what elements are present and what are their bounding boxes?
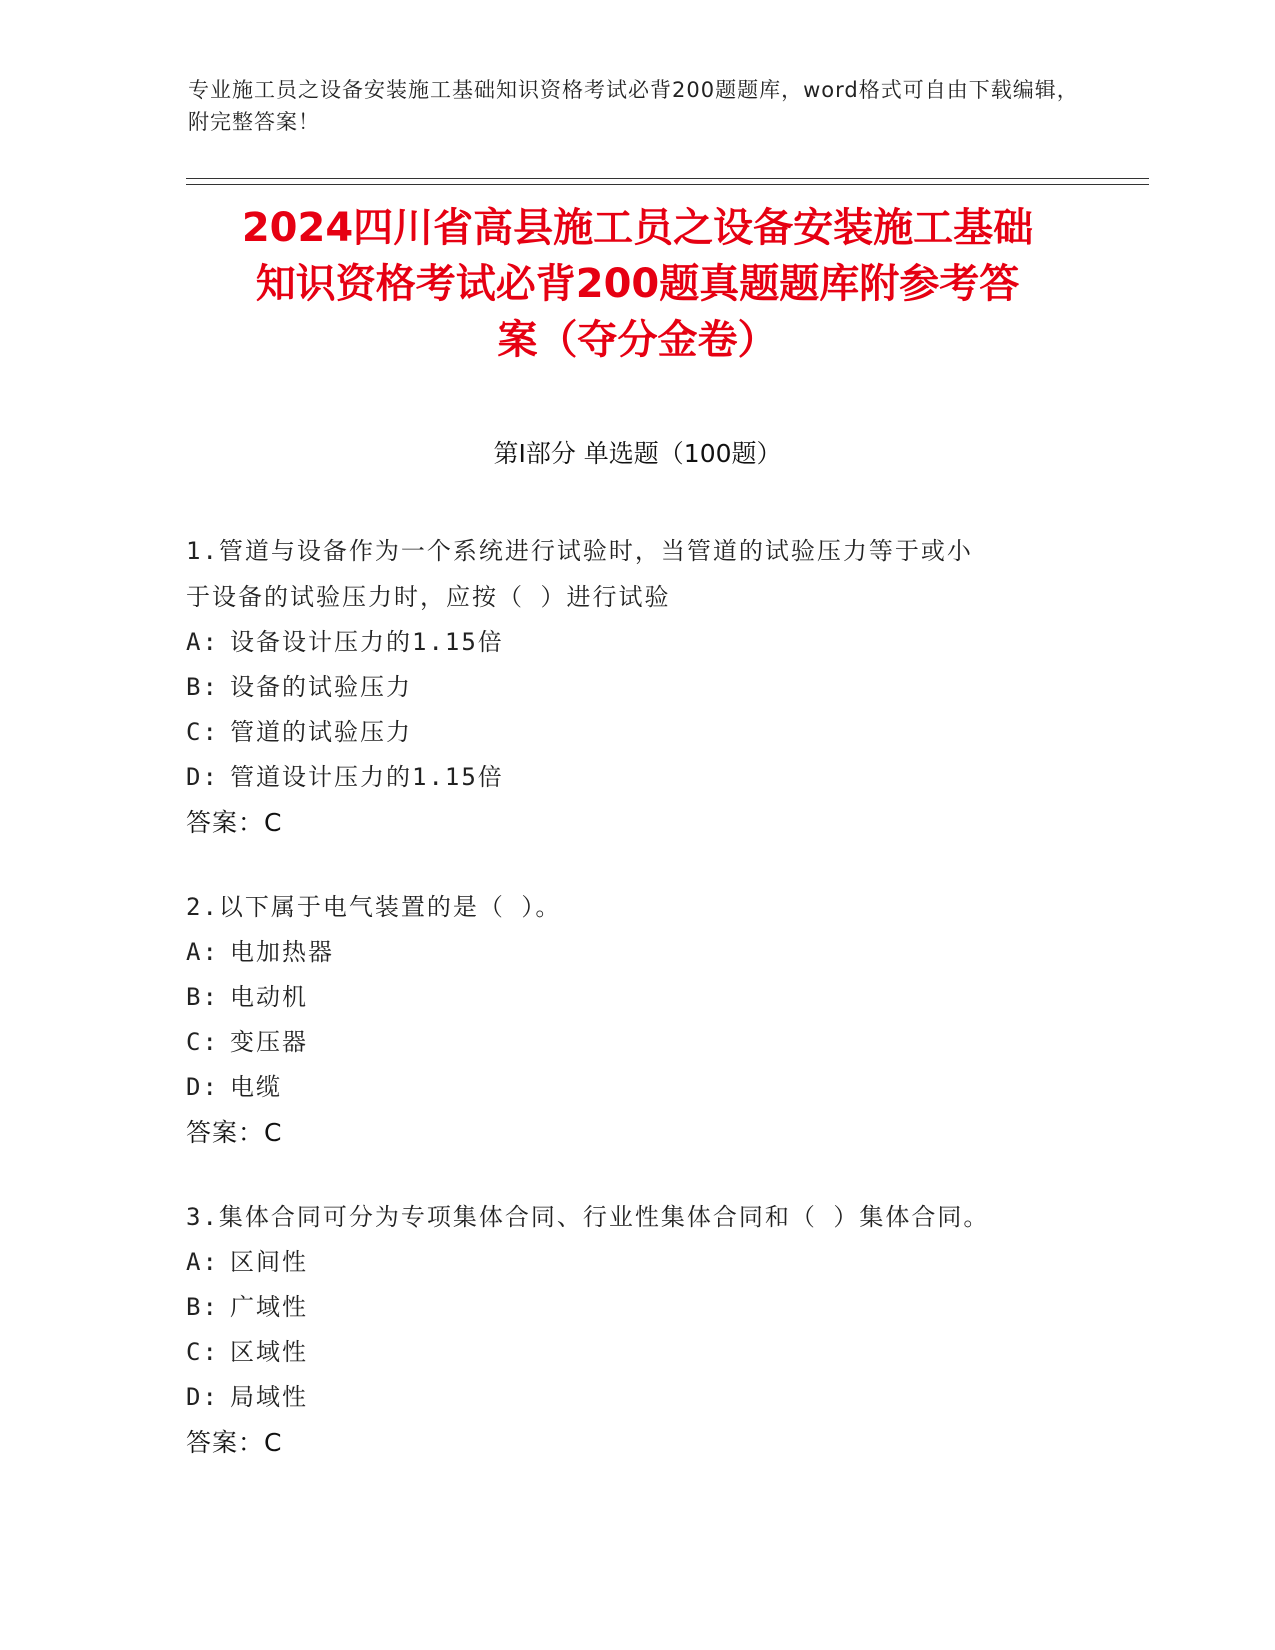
question-item <box>186 884 1066 1156</box>
option-text: 设备的试验压力 <box>230 673 412 701</box>
option-text: 电加热器 <box>230 938 334 966</box>
option-letter: D: <box>186 763 219 791</box>
section-heading: 第Ⅰ部分 单选题（100题） <box>493 439 782 468</box>
option-letter: C: <box>186 1028 219 1056</box>
option-text: 区间性 <box>230 1248 308 1276</box>
option-c <box>186 710 1066 755</box>
option-c <box>186 1020 1066 1065</box>
option-text: 电缆 <box>230 1073 282 1101</box>
option-letter: A: <box>186 938 219 966</box>
option-letter: C: <box>186 718 219 746</box>
header-rule-bottom <box>186 184 1149 185</box>
document-title <box>150 200 1125 368</box>
option-text: 区域性 <box>230 1338 308 1366</box>
option-letter: B: <box>186 1293 219 1321</box>
question-item <box>186 528 1066 846</box>
option-text: 局域性 <box>230 1383 308 1411</box>
option-letter: C: <box>186 1338 219 1366</box>
option-letter: D: <box>186 1073 219 1101</box>
option-c <box>186 1330 1066 1375</box>
option-d <box>186 1065 1066 1110</box>
title-line: 知识资格考试必背200题真题题库附参考答 <box>255 261 1020 307</box>
question-item <box>186 1194 1066 1466</box>
option-d <box>186 755 1066 800</box>
question-list <box>186 528 1066 1504</box>
title-line: 2024四川省高县施工员之设备安装施工基础 <box>241 205 1034 251</box>
option-d <box>186 1375 1066 1420</box>
option-b <box>186 1285 1066 1330</box>
option-a <box>186 930 1066 975</box>
option-letter: A: <box>186 628 219 656</box>
question-stem-line: 3.集体合同可分为专项集体合同、行业性集体合同和（ ）集体合同。 <box>186 1203 990 1231</box>
option-a <box>186 620 1066 665</box>
option-text: 管道的试验压力 <box>230 718 412 746</box>
option-letter: B: <box>186 983 219 1011</box>
option-text: 电动机 <box>230 983 308 1011</box>
option-letter: D: <box>186 1383 219 1411</box>
title-line: 案（夺分金卷） <box>497 317 778 363</box>
option-text: 设备设计压力的1.15倍 <box>230 628 504 656</box>
header-note: 专业施工员之设备安装施工基础知识资格考试必背200题题库，word格式可自由下载编辑，附完整答案！ <box>188 78 1079 134</box>
question-stem-line: 于设备的试验压力时，应按（ ）进行试验 <box>186 583 671 611</box>
option-b <box>186 975 1066 1020</box>
option-letter: A: <box>186 1248 219 1276</box>
option-text: 广域性 <box>230 1293 308 1321</box>
option-b <box>186 665 1066 710</box>
option-text: 管道设计压力的1.15倍 <box>230 763 504 791</box>
question-stem-line: 2.以下属于电气装置的是（ ）。 <box>186 893 562 921</box>
option-text: 变压器 <box>230 1028 308 1056</box>
answer-line: 答案：C <box>186 808 283 837</box>
answer-line: 答案：C <box>186 1118 283 1147</box>
answer-line: 答案：C <box>186 1428 283 1457</box>
option-letter: B: <box>186 673 219 701</box>
option-a <box>186 1240 1066 1285</box>
question-stem-line: 1.管道与设备作为一个系统进行试验时，当管道的试验压力等于或小 <box>186 537 973 565</box>
header-rule-top <box>186 178 1149 179</box>
